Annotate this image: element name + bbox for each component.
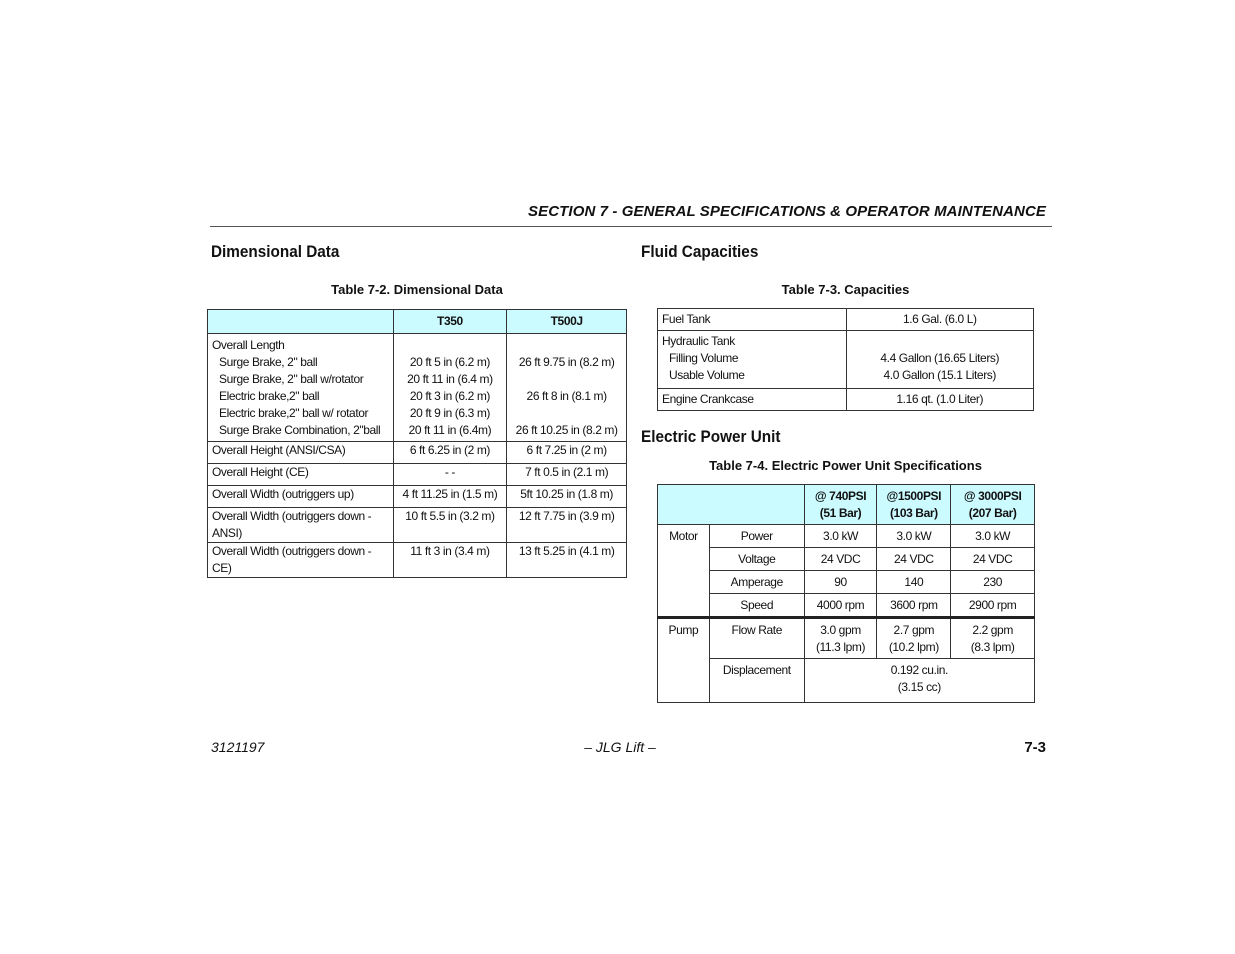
length-t350-value: 20 ft 9 in (6.3 m) [409, 406, 491, 420]
table-header-row [658, 485, 1035, 525]
row-t500j: 6 ft 7.25 in (2 m) [507, 442, 627, 464]
overall-length-label: Overall Length [212, 338, 285, 352]
flow-gpm: 3.0 gpm [820, 623, 861, 637]
overall-length-t350 [393, 334, 507, 442]
param-value: 3.0 kW [804, 525, 877, 548]
param-value: 4000 rpm [804, 594, 877, 618]
param-value [877, 618, 951, 659]
motor-label: Motor [658, 525, 710, 618]
length-t350-value: 20 ft 5 in (6.2 m) [409, 355, 491, 369]
epu-table [657, 484, 1035, 703]
table-row [208, 486, 627, 508]
header-prefix: @ [814, 488, 830, 503]
row-t500j: 12 ft 7.75 in (3.9 m) [507, 508, 627, 543]
row-t350: 10 ft 5.5 in (3.2 m) [393, 508, 507, 543]
length-item-label: Electric brake,2" ball w/ rotator [219, 406, 369, 420]
length-item-label: Surge Brake, 2" ball [219, 355, 318, 369]
dimensional-caption: Table 7-2. Dimensional Data [331, 282, 503, 297]
table-header-row [208, 310, 627, 334]
pump-label: Pump [658, 618, 710, 703]
param-value: 3.0 kW [877, 525, 951, 548]
epu-heading: Electric Power Unit [641, 427, 781, 446]
doc-number: 3121197 [211, 739, 265, 755]
displacement-line1: 0.192 cu.in. [890, 663, 948, 677]
flow-gpm: 2.2 gpm [972, 623, 1013, 637]
length-t500j-value: 26 ft 8 in (8.1 m) [526, 389, 607, 403]
dimensional-heading: Dimensional Data [211, 242, 340, 261]
displacement-value [804, 659, 1034, 703]
row-label: Overall Height (CE) [208, 464, 394, 486]
dimensional-table [207, 309, 627, 578]
table-row [658, 618, 1035, 659]
header-prefix: @ [963, 488, 979, 503]
length-t350-value: 20 ft 3 in (6.2 m) [409, 389, 491, 403]
header-bar: (103 Bar) [889, 505, 938, 520]
table-row [658, 331, 1034, 389]
param-value: 24 VDC [804, 548, 877, 571]
filling-volume-label: Filling Volume [669, 351, 739, 365]
header-blank [208, 310, 394, 334]
flow-lpm: (10.2 lpm) [888, 640, 939, 654]
footer-center: – JLG Lift – [584, 739, 656, 755]
param-value [804, 618, 877, 659]
header-psi: 3000PSI [978, 488, 1022, 503]
table-row [208, 464, 627, 486]
fuel-tank-value: 1.6 Gal. (6.0 L) [846, 309, 1033, 331]
param-value: 24 VDC [877, 548, 951, 571]
header-prefix: @ [886, 488, 898, 503]
section-header: SECTION 7 - GENERAL SPECIFICATIONS & OPERATOR MAINTENANCE [528, 203, 1046, 220]
header-bar: (51 Bar) [819, 505, 862, 520]
fluid-heading: Fluid Capacities [641, 242, 759, 261]
row-label: Overall Height (ANSI/CSA) [208, 442, 394, 464]
length-item-label: Electric brake,2" ball [219, 389, 320, 403]
param-label: Amperage [709, 571, 804, 594]
table-row [658, 389, 1034, 411]
table-row [208, 442, 627, 464]
row-t350: 6 ft 6.25 in (2 m) [393, 442, 507, 464]
row-label: Overall Width (outriggers down - ANSI) [208, 508, 394, 543]
length-t500j-value [511, 371, 622, 388]
fuel-tank-label: Fuel Tank [658, 309, 847, 331]
flow-lpm: (8.3 lpm) [970, 640, 1015, 654]
flow-gpm: 2.7 gpm [893, 623, 935, 637]
engine-crankcase-label: Engine Crankcase [658, 389, 847, 411]
length-t350-value: 20 ft 11 in (6.4 m) [407, 372, 493, 386]
overall-length-labels [208, 334, 394, 442]
header-t350: T350 [393, 310, 507, 334]
table-row [658, 594, 1035, 618]
filling-volume-value: 4.4 Gallon (16.65 Liters) [880, 351, 1000, 365]
param-label: Power [709, 525, 804, 548]
param-value [951, 618, 1035, 659]
row-t500j: 7 ft 0.5 in (2.1 m) [507, 464, 627, 486]
length-t350-value: 20 ft 11 in (6.4m) [408, 423, 492, 437]
header-bar: (207 Bar) [968, 505, 1017, 520]
param-value: 230 [951, 571, 1035, 594]
hydraulic-tank-values [846, 331, 1033, 389]
param-value: 3600 rpm [877, 594, 951, 618]
table-row [658, 659, 1035, 703]
hydraulic-tank-labels [658, 331, 847, 389]
header-psi: 1500PSI [897, 488, 942, 503]
header-1500psi [877, 485, 951, 525]
param-label: Speed [709, 594, 804, 618]
row-label: Overall Width (outriggers down - CE) [208, 543, 394, 578]
param-value: 140 [877, 571, 951, 594]
header-740psi [804, 485, 877, 525]
row-t350: 4 ft 11.25 in (1.5 m) [393, 486, 507, 508]
fluid-caption: Table 7-3. Capacities [781, 282, 910, 297]
hydraulic-tank-label: Hydraulic Tank [662, 334, 735, 348]
param-value: 90 [804, 571, 877, 594]
length-t500j-value: 26 ft 9.75 in (8.2 m) [518, 355, 615, 369]
param-value: 2900 rpm [951, 594, 1035, 618]
header-psi: 740PSI [829, 488, 867, 503]
param-value: 24 VDC [951, 548, 1035, 571]
length-t500j-value [511, 405, 622, 422]
row-t350: 11 ft 3 in (3.4 m) [393, 543, 507, 578]
page-number: 7-3 [1024, 739, 1046, 756]
length-item-label: Surge Brake Combination, 2"ball [219, 423, 381, 437]
length-t500j-value: 26 ft 10.25 in (8.2 m) [515, 423, 618, 437]
row-t500j: 5ft 10.25 in (1.8 m) [507, 486, 627, 508]
table-row [658, 525, 1035, 548]
engine-crankcase-value: 1.16 qt. (1.0 Liter) [846, 389, 1033, 411]
header-rule [210, 226, 1052, 227]
displacement-line2: (3.15 cc) [897, 680, 941, 694]
row-t500j: 13 ft 5.25 in (4.1 m) [507, 543, 627, 578]
table-row [658, 548, 1035, 571]
row-t350: - - [393, 464, 507, 486]
param-label: Voltage [709, 548, 804, 571]
length-item-label: Surge Brake, 2" ball w/rotator [219, 372, 364, 386]
param-value: 3.0 kW [951, 525, 1035, 548]
table-row [658, 571, 1035, 594]
table-row-overall-length [208, 334, 627, 442]
row-label: Overall Width (outriggers up) [208, 486, 394, 508]
usable-volume-value: 4.0 Gallon (15.1 Liters) [883, 368, 996, 382]
epu-caption: Table 7-4. Electric Power Unit Specifications [709, 458, 982, 473]
param-label: Flow Rate [709, 618, 804, 659]
table-row [658, 309, 1034, 331]
flow-lpm: (11.3 lpm) [815, 640, 866, 654]
table-row [208, 508, 627, 543]
header-3000psi [951, 485, 1035, 525]
overall-length-t500j [507, 334, 627, 442]
usable-volume-label: Usable Volume [669, 368, 745, 382]
header-blank [658, 485, 805, 525]
capacities-table [657, 308, 1034, 411]
param-label: Displacement [709, 659, 804, 703]
header-t500j: T500J [507, 310, 627, 334]
table-row [208, 543, 627, 578]
